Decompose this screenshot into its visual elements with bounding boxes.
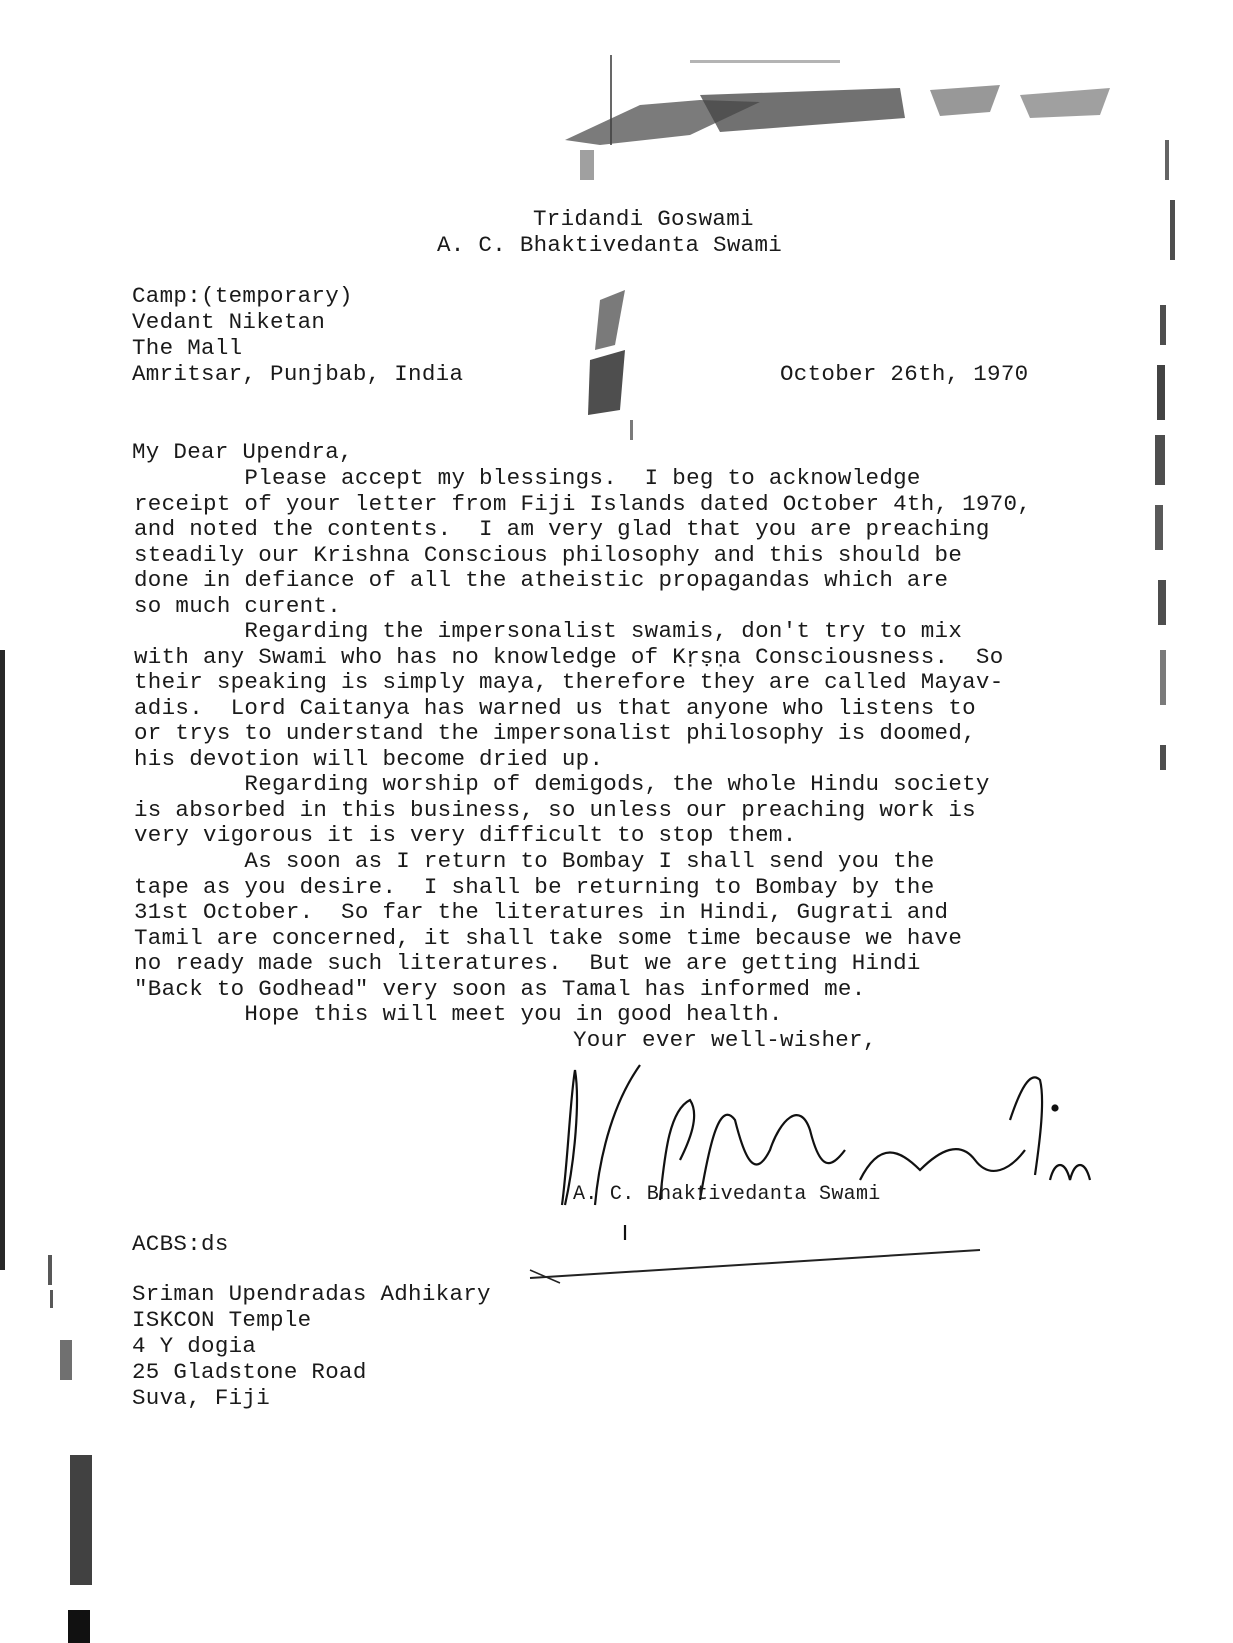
recipient-line: 25 Gladstone Road [132,1359,367,1385]
address-line: Vedant Niketan [132,309,326,335]
reference-initials: ACBS:ds [132,1231,229,1257]
recipient-line: Sriman Upendradas Adhikary [132,1281,491,1307]
signature-underline [530,1250,980,1278]
paragraph: As soon as I return to Bombay I shall send you the tape as you desire. I shall be returning to Bombay by the 31st October. So far the literatures in Hindi, Gugrati and Tamil are concerned, it shall take some time because we have no ready made such literatures. But we are getting Hindi "Back to Godhead" very soon as Tamal has informed me. [134,848,963,1002]
address-line: The Mall [132,335,243,361]
paragraph: Regarding the impersonalist swamis, don't try to mix with any Swami who has no knowledge of Kṛṣṇa Consciousness. So their speaking is simply maya, therefore they are called Mayav- adis. Lord Caitanya has warned us that anyone who listens to or trys to understand the impersonalist philosophy is doomed, his devotion will become dried up. [134,618,1004,772]
salutation: My Dear Upendra, [132,439,353,465]
recipient-line: Suva, Fiji [132,1385,271,1411]
closing: Your ever well-wisher, [573,1027,877,1053]
handwritten-signature [562,1065,1090,1240]
recipient-line: ISKCON Temple [132,1307,312,1333]
recipient-line: 4 Y dogia [132,1333,257,1359]
top-smudge-marks [565,55,1110,180]
letter-date: October 26th, 1970 [780,361,1029,387]
letterhead-title: Tridandi Goswami [533,206,754,232]
center-smudge-marks [588,290,633,440]
address-line: Camp:(temporary) [132,283,353,309]
right-edge-marks [1155,140,1175,770]
signature-name: A. C. Bhaktivedanta Swami [573,1183,881,1206]
paragraph: Hope this will meet you in good health. [134,1001,783,1027]
letterhead-name: A. C. Bhaktivedanta Swami [437,232,783,258]
address-line: Amritsar, Punjbab, India [132,361,464,387]
left-edge-marks [0,650,92,1643]
paragraph: Regarding worship of demigods, the whole Hindu society is absorbed in this business, so unless our preaching work is very vigorous it is very difficult to stop them. [134,771,990,848]
paragraph: Please accept my blessings. I beg to acknowledge receipt of your letter from Fiji Islands dated October 4th, 1970, and noted the contents. I am very glad that you are preaching steadily our Krishna Conscious philosophy and this should be done in defiance of all the atheistic propagandas which are so much curent. [134,465,1032,619]
